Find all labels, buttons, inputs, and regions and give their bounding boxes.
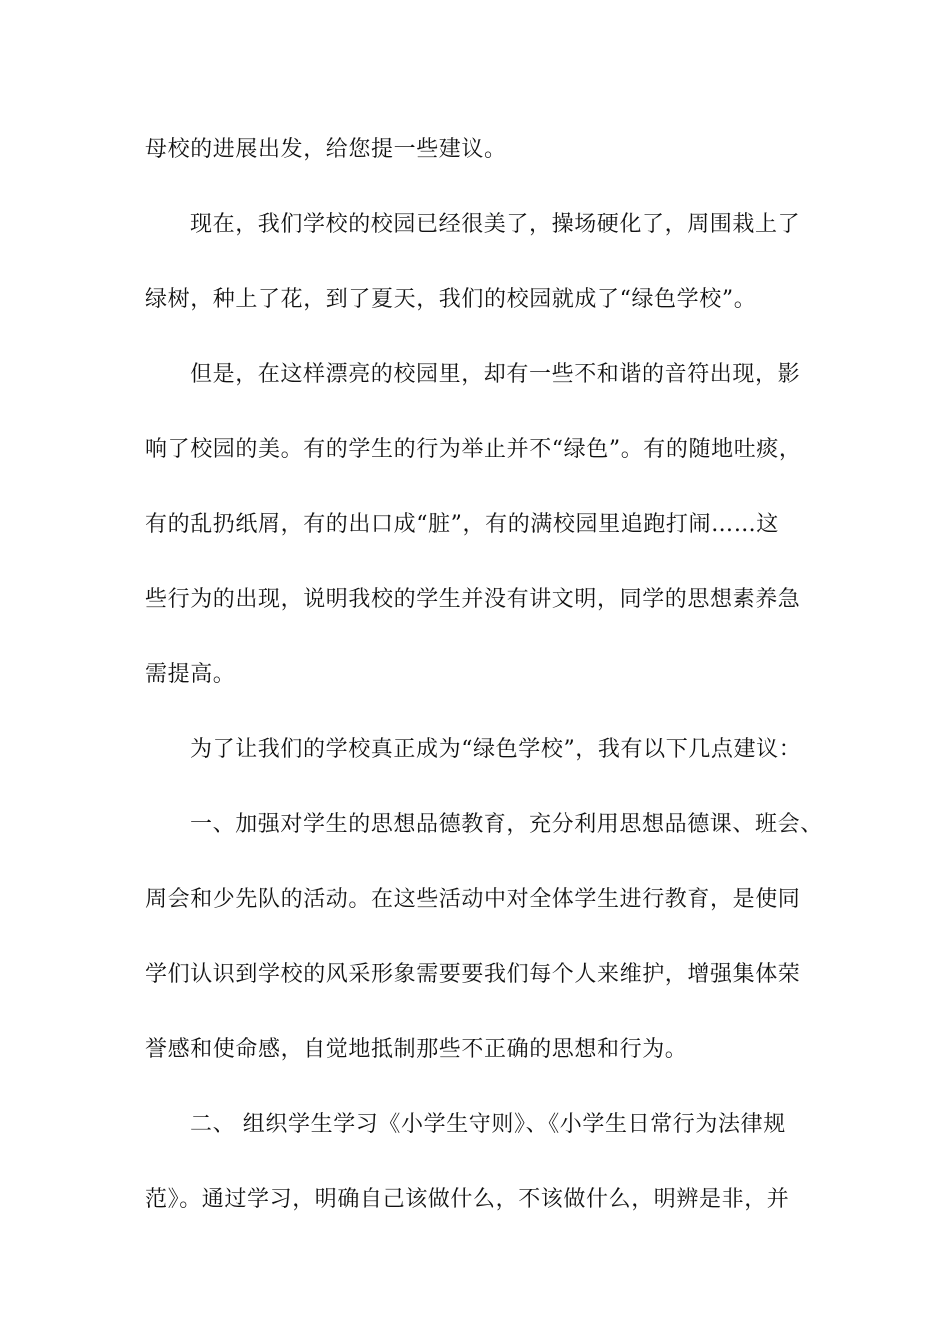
text-line: 周会和少先队的活动。在这些活动中对全体学生进行教育，是使同 <box>145 887 801 912</box>
text-line: 有的乱扔纸屑，有的出口成“脏”，有的满校园里追跑打闹……这 <box>145 512 779 537</box>
text-line: 一、加强对学生的思想品德教育，充分利用思想品德课、班会、 <box>190 812 823 837</box>
text-line: 绿树，种上了花，到了夏天，我们的校园就成了“绿色学校”。 <box>145 287 757 312</box>
text-line: 些行为的出现，说明我校的学生并没有讲文明，同学的思想素养急 <box>145 587 801 612</box>
text-line: 学们认识到学校的风采形象需要要我们每个人来维护，增强集体荣 <box>145 962 801 987</box>
text-line: 母校的进展出发，给您提一些建议。 <box>145 137 507 162</box>
text-line: 二、 组织学生学习《小学生守则》、《小学生日常行为法律规 <box>190 1112 786 1137</box>
text-line: 范》。通过学习，明确自己该做什么，不该做什么，明辨是非，并 <box>145 1187 790 1212</box>
text-line: 为了让我们的学校真正成为“绿色学校”，我有以下几点建议： <box>190 737 802 762</box>
text-line: 现在，我们学校的校园已经很美了，操场硬化了，周围栽上了 <box>190 212 801 237</box>
text-line: 响了校园的美。有的学生的行为举止并不“绿色”。有的随地吐痰， <box>145 437 802 462</box>
text-line: 需提高。 <box>145 662 236 687</box>
text-line: 誉感和使命感，自觉地抵制那些不正确的思想和行为。 <box>145 1037 688 1062</box>
text-line: 但是，在这样漂亮的校园里，却有一些不和谐的音符出现，影 <box>190 362 801 387</box>
